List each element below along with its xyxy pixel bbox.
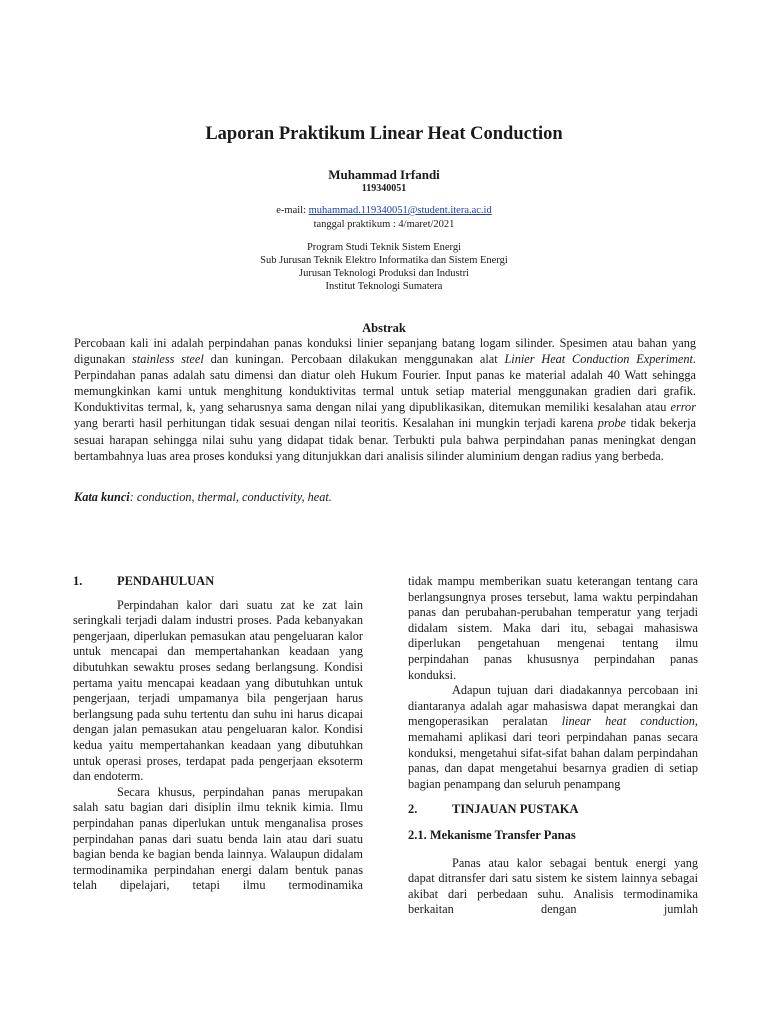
paragraph: Perpindahan kalor dari suatu zat ke zat lain seringkali terjadi dalam industri proses. Pada kebanyakan pengerjaan, diperlukan pemasukan atau pengeluaran kalor untuk mencapai dan mempertahankan keadaan yang dibutuhkan sewaktu proses sedang berlangsung. Kondisi pertama yaitu mencapai keadaan yang dibutuhkan untuk pengerjaan, terjadi umpamanya bila pengerjaan harus berlangsung pada suhu tertentu dan suhu ini harus dicapai dengan jalan pemasukan atau pengeluaran kalor. Kondisi kedua yaitu mempertahankan keadaan yang dibutuhkan untuk operasi proses, terdapat pada pengerjaan eksoterm dan endoterm. [73, 597, 363, 784]
abstract-italic: error [670, 400, 696, 415]
affiliation-block [0, 241, 768, 293]
section-heading [408, 802, 698, 818]
paragraph-italic: linear heat conduction [561, 714, 695, 729]
abstract-body [74, 335, 696, 464]
paragraph: tidak mampu memberikan suatu keterangan tentang cara berlangsungnya proses tersebut, lama waktu perpindahan panas dan perubahan-perubahan temperatur yang terjadi didalam sistem. Maka dari itu, sebagai mahasiswa diperlukan pengetahuan mengenai tentang ilmu perpindahan panas khususnya perpindahan panas konduksi. [408, 574, 698, 682]
paper-title: Laporan Praktikum Linear Heat Conduction [205, 124, 563, 144]
abstract-text: tidak bekerja sesuai harapan sehingga nilai suhu yang didapat tidak benar. Terbukti pula bahwa perpindahan panas meningkat dengan bertambahnya luas area proses konduksi yang ditunjukkan dari analisis silinder aluminium dengan radius yang berbeda. [74, 416, 697, 463]
paragraph: Secara khusus, perpindahan panas merupakan salah satu bagian dari disiplin ilmu teknik kimia. Ilmu perpindahan panas diperlukan untuk menganalisa proses perpindahan panas dari suatu benda lain atau dari suatu bagian benda ke bagian benda lainnya. Walaupun didalam termodinamika perpindahan energi dalam bentuk panas telah dipelajari, tetapi ilmu termodinamika [73, 784, 363, 893]
section-number: 1. [73, 574, 83, 588]
email-label: e-mail: [276, 205, 309, 216]
author-email-line [0, 205, 768, 216]
section-title: TINJAUAN PUSTAKA [452, 802, 579, 817]
affiliation-line: Jurusan Teknologi Produksi dan Industri [299, 268, 469, 279]
email-link[interactable]: muhammad.119340051@student.itera.ac.id [308, 205, 492, 216]
keywords-label: Kata kunci [74, 490, 130, 504]
author-nim: 119340051 [361, 183, 407, 194]
keywords [74, 489, 696, 505]
paragraph [408, 683, 698, 792]
abstract-text: Percobaan kali ini adalah perpindahan panas konduksi linier sepanjang batang logam silinder. Spesimen atau bahan yang digunakan [74, 336, 696, 367]
abstract-text: . Perpindahan panas adalah satu dimensi dan diatur oleh Hukum Fourier. Input panas ke material adalah 40 Watt sehingga memungkinkan kami untuk menghitung konduktivitas termal untuk setiap material menggunakan gradien dari grafik. Konduktivitas termal, k, yang seharusnya sama dengan nilai yang dipublikasikan, ditemukan memiliki kesalahan atau [74, 352, 696, 415]
section-number: 2. [408, 802, 418, 817]
paragraph: Panas atau kalor sebagai bentuk energi yang dapat ditransfer dari satu sistem ke sistem lainnya sebagai akibat dari perbedaan suhu. Analisis termodinamika berkaitan dengan jumlah [408, 855, 698, 917]
abstract-text: yang berarti hasil perhitungan tidak sesuai dengan nilai teoritis. Kesalahan ini mungkin terjadi karena [74, 416, 598, 431]
abstract-italic: probe [597, 416, 627, 431]
affiliation-line: Institut Teknologi Sumatera [325, 281, 443, 292]
section-heading [73, 574, 363, 590]
paragraph-text: Adapun tujuan dari diadakannya percobaan ini diantaranya adalah agar mahasiswa dapat merangkai dan mengoperasikan peralatan [408, 683, 698, 729]
practicum-date: tanggal praktikum : 4/maret/2021 [313, 219, 455, 230]
left-column [73, 574, 363, 894]
abstract-italic: Linier Heat Conduction Experiment [504, 352, 693, 367]
affiliation-line: Sub Jurusan Teknik Elektro Informatika dan Sistem Energi [260, 255, 508, 266]
paragraph-text: , memahami aplikasi dari teori perpindahan panas secara konduksi, mengetahui sifat-sifat bahan dalam perpindahan panas, dan dapat mengetahui besarnya gradien di setiap bagian penampang dan seluruh penampang [408, 714, 698, 791]
section-title: PENDAHULUAN [117, 574, 215, 588]
keywords-list: : conduction, thermal, conductivity, heat. [129, 490, 332, 504]
abstract-italic: stainless steel [132, 352, 204, 367]
subsection-heading: 2.1. Mekanisme Transfer Panas [408, 827, 576, 842]
author-name: Muhammad Irfandi [328, 167, 440, 182]
abstract-heading: Abstrak [362, 321, 406, 335]
affiliation-line: Program Studi Teknik Sistem Energi [306, 242, 462, 253]
right-column [408, 574, 698, 918]
abstract-text: dan kuningan. Percobaan dilakukan menggunakan alat [203, 352, 505, 367]
